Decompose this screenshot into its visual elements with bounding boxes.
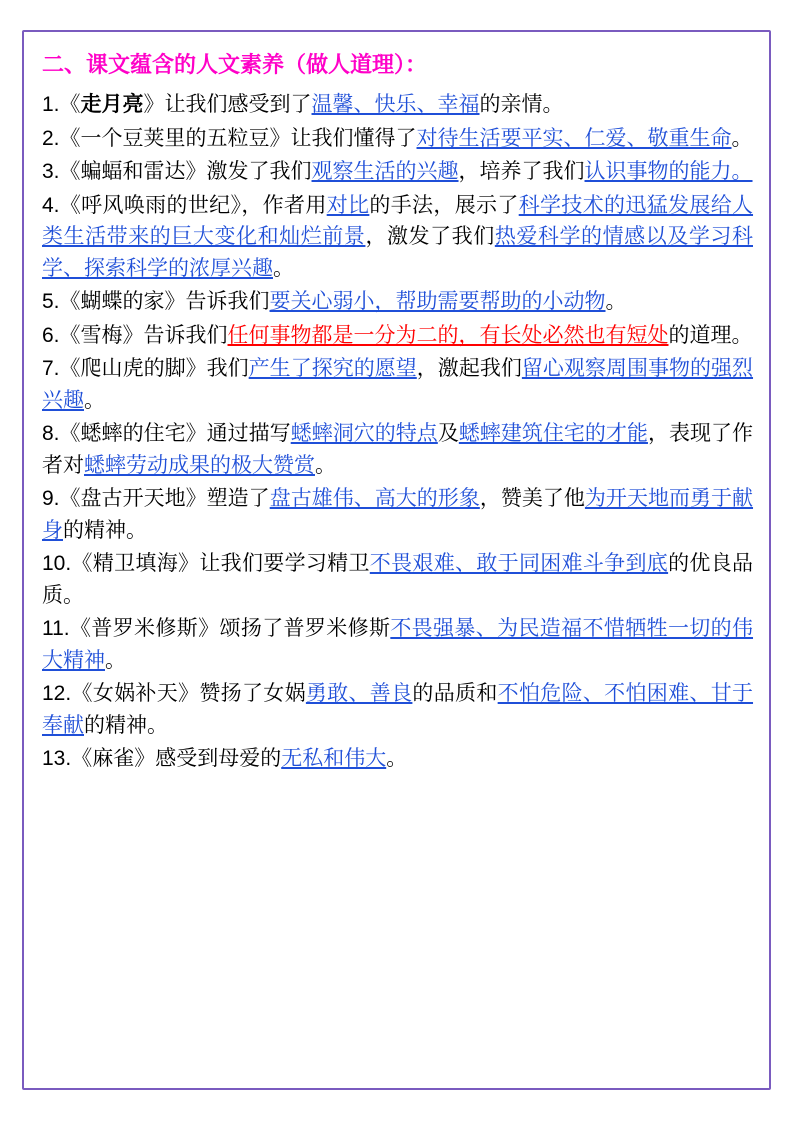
list-item [42, 483, 753, 546]
body-text: 的优良品质。 [42, 552, 754, 607]
list-item [42, 123, 753, 155]
list-item [42, 286, 753, 318]
body-text: 的精神。 [63, 518, 147, 542]
highlighted-text-blue: 观察生活的兴趣 [311, 160, 459, 183]
highlighted-text-blue: 不畏强暴、为民造福不惜牺牲一切的伟大精神 [42, 617, 754, 672]
body-text: 及 [437, 422, 459, 445]
list-item [42, 678, 753, 741]
highlighted-text-blue: 勇敢、善良 [305, 682, 413, 705]
list-item [42, 743, 753, 775]
numbered-list [40, 89, 753, 775]
highlighted-text-blue: 蟋蟀建筑住宅的才能 [458, 422, 648, 445]
body-text: 《精卫填海》让我们要学习精卫 [71, 552, 370, 575]
body-text: 《雪梅》告诉我们 [59, 323, 228, 347]
highlighted-text-blue: 对比 [326, 193, 370, 217]
body-text: 《蝙蝠和雷达》激发了我们 [59, 160, 312, 183]
body-text: 的道理。 [668, 323, 753, 347]
highlighted-text-blue: 热爱科学的情感以及学习科学、探索科学的浓厚兴趣 [42, 225, 753, 280]
body-text: 《蟋蟀的住宅》通过描写 [59, 422, 291, 445]
list-item [42, 320, 753, 352]
list-item [42, 613, 753, 676]
highlighted-text-blue: 要关心弱小，帮助需要帮助的小动物 [269, 290, 606, 313]
body-text: ，赞美了他 [479, 487, 585, 510]
list-item-number: 12. [42, 682, 72, 705]
body-text: 。 [273, 256, 294, 280]
body-text: 。 [605, 290, 627, 313]
body-text: 《爬山虎的脚》我们 [59, 357, 249, 380]
list-item-number: 7. [42, 357, 60, 380]
highlighted-text-blue: 留心观察周围事物的强烈兴趣 [42, 357, 754, 412]
body-text: 。 [731, 126, 753, 150]
body-text: 《 [59, 93, 81, 116]
body-text: 《呼风唤雨的世纪》，作者用 [59, 193, 327, 217]
body-text: 《一个豆荚里的五粒豆》让我们懂得了 [59, 126, 417, 150]
title-text: 走月亮 [80, 93, 144, 116]
body-text: 的精神。 [84, 713, 168, 737]
highlighted-text-blue: 认识事物的能力。 [584, 160, 753, 183]
highlighted-text-blue: 盘古雄伟、高大的形象 [269, 487, 480, 510]
body-text: 》让我们感受到了 [143, 93, 312, 116]
highlighted-text-blue: 温馨、快乐、幸福 [311, 93, 480, 116]
body-text: ，培养了我们 [458, 160, 585, 183]
highlighted-text-blue: 不畏艰难、敢于同困难斗争到底 [369, 552, 669, 575]
body-text: 《盘古开天地》塑造了 [59, 487, 270, 510]
list-item-number: 6. [42, 323, 60, 347]
list-item-number: 2. [42, 126, 60, 150]
highlighted-text-blue: 科学技术的迅猛发展给人类生活带来的巨大变化和灿烂前景 [42, 193, 754, 248]
list-item [42, 353, 753, 416]
highlighted-text-blue: 产生了探究的愿望 [248, 357, 417, 380]
list-item-number: 4. [42, 193, 60, 217]
body-text: 的亲情。 [479, 93, 564, 116]
highlighted-text-blue: 无私和伟大 [281, 747, 387, 770]
highlighted-text-red: 任何事物都是一分为二的，有长处必然也有短处 [227, 323, 669, 347]
list-item-number: 5. [42, 290, 60, 313]
body-text: 《蝴蝶的家》告诉我们 [59, 290, 270, 313]
list-item-number: 11. [42, 617, 70, 640]
body-text: ，激发了我们 [365, 225, 495, 248]
body-text: ，激起我们 [416, 357, 522, 380]
body-text: 《麻雀》感受到母爱的 [71, 747, 282, 770]
highlighted-text-blue: 不怕危险、不怕困难、甘于奉献 [42, 682, 754, 737]
highlighted-text-blue: 蟋蟀劳动成果的极大赞赏 [84, 453, 315, 477]
body-text: 的手法，展示了 [369, 193, 519, 217]
body-text: ，表现了作者对 [42, 422, 754, 477]
list-item-number: 1. [42, 93, 60, 116]
body-text: 。 [105, 648, 126, 672]
list-item-number: 9. [42, 487, 60, 510]
body-text: 。 [84, 388, 105, 412]
list-item-number: 10. [42, 552, 72, 575]
content-frame [22, 30, 771, 1090]
section-heading: 二、课文蕴含的人文素养（做人道理）： [42, 52, 428, 77]
list-item [42, 89, 753, 121]
highlighted-text-blue: 为开天地而勇于献身 [42, 487, 754, 542]
list-item [42, 418, 753, 481]
list-item [42, 548, 753, 611]
highlighted-text-blue: 蟋蟀洞穴的特点 [290, 422, 438, 445]
body-text: 的品质和 [412, 682, 498, 705]
body-text: 《普罗米修斯》颂扬了普罗米修斯 [69, 617, 391, 640]
body-text: 。 [386, 747, 408, 770]
list-item-number: 8. [42, 422, 60, 445]
list-item-number: 3. [42, 160, 60, 183]
highlighted-text-blue: 对待生活要平实、仁爱、敬重生命 [416, 126, 732, 150]
list-item [42, 190, 753, 285]
body-text: 。 [315, 453, 336, 477]
list-item-number: 13. [42, 747, 72, 770]
body-text: 《女娲补天》赞扬了女娲 [71, 682, 306, 705]
list-item [42, 156, 753, 188]
